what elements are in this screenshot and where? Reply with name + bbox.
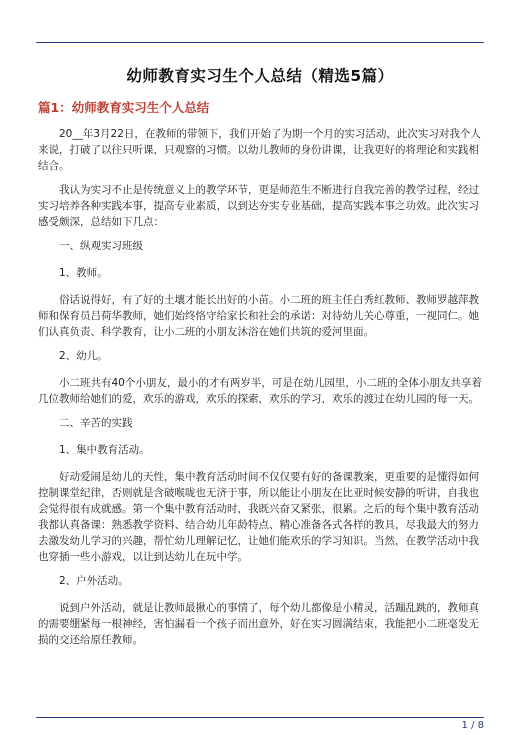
subheading: 一、纵观实习班级 xyxy=(59,240,143,252)
subheading: 1、集中教育活动。 xyxy=(59,444,150,456)
footer-rule xyxy=(36,717,484,718)
subheading: 2、幼儿。 xyxy=(59,350,108,362)
paragraph: 小二班共有40个小朋友，最小的才有两岁半，可是在幼儿园里，小二班的全体小朋友共享着几位教师给她们的爱，欢乐的游戏，欢乐的探索，欢乐的学习，欢乐的渡过在幼儿园的每一天。 xyxy=(38,377,482,405)
header-rule xyxy=(36,42,484,43)
paragraph: 我认为实习不止是传统意义上的教学环节，更是师范生不断进行自我完善的教学过程，经过实习培养各种实践本事，提高专业素质，以到达夯实专业基础，提高实践本事之功效。此次实习感受颇深，总结如下几点： xyxy=(38,184,479,228)
paragraph: 好动爱闹是幼儿的天性，集中教育活动时间不仅仅要有好的备课教案，更重要的是懂得如何控制课堂纪律，否则就是含破喉咙也无济于事，所以能让小朋友在比亚时候安静的听讲，自我也会觉得很有成就感。第一个集中教育活动时，我既兴奋又紧张，很累。之后的每个集中教育活动我都认真备课：熟悉教学资料、结合幼儿年龄特点、精心准备各式各样的教具，尽我最大的努力去激发幼儿学习的兴趣，帮忙幼儿理解记忆，让她们能欢乐的学习知识。当然，在教学活动中我也穿插一些小游戏，以让到达幼儿在玩中学。 xyxy=(38,471,479,563)
page-number: 1 / 8 xyxy=(461,720,484,731)
paragraph: 20__年3月22日，在教师的带领下，我们开始了为期一个月的实习活动，此次实习对我个人来说，打破了以往只听课，只观察的习惯。以幼儿教师的身份讲课，让我更好的将理论和实践相结合。 xyxy=(38,128,481,172)
paragraph: 俗话说得好，有了好的土壤才能长出好的小苗。小二班的班主任白秀红教师、教师罗越萍教师和保育员吕荷华教师，她们始终恪守给家长和社会的承诺：对待幼儿关心尊重，一视同仁。她们认真负责、科学教育，让小二班的小朋友沐浴在她们共筑的爱河里面。 xyxy=(38,294,479,338)
section-heading: 篇1：幼师教育实习生个人总结 xyxy=(38,100,210,115)
document-body xyxy=(38,126,484,656)
paragraph: 说到户外活动，就是让教师最揪心的事情了，每个幼儿都像是小精灵，活蹦乱跳的，教师真的需要绷紧每一根神经，害怕漏看一个孩子而出意外，好在实习圆满结束，我能把小二班毫发无损的交还给原任教师。 xyxy=(38,602,479,646)
document-title: 幼师教育实习生个人总结（精选5篇） xyxy=(126,67,394,85)
subheading: 2、户外活动。 xyxy=(59,575,129,587)
subheading: 1、教师。 xyxy=(59,267,108,279)
subheading: 二、辛苦的实践 xyxy=(59,417,133,429)
